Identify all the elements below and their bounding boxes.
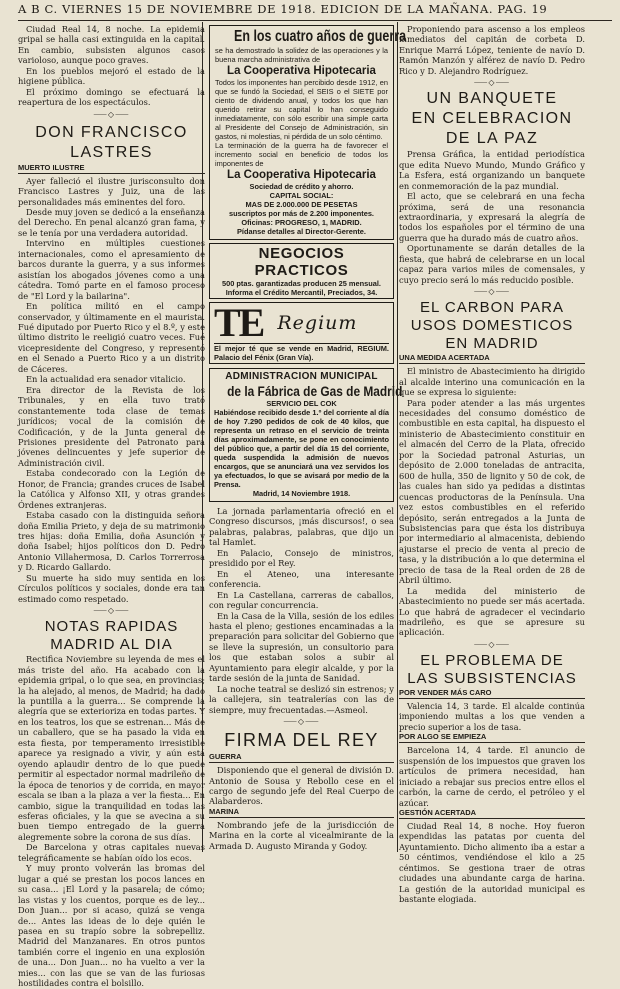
headline-subsistencias-line1: EL PROBLEMA DE (420, 651, 564, 669)
headline-subsistencias-line2: LAS SUBSISTENCIAS (407, 669, 577, 687)
article-paragraph: En la actualidad era senador vitalicio. (26, 374, 186, 385)
article-paragraph: Proponiendo para ascenso a los empleos inmediatos del capitán de corbeta D. Enrique Marrá López, teniente de navío D. Ramón Manzón y alférez de navío D. Pedro Rico y D. Alejandro Rodríguez. (399, 24, 585, 76)
article-paragraph: Oportunamente se darán detalles de la fiesta, que habrá de celebrarse en un local capaz para varios miles de comensales, y cuyo precio será lo más reducido posible. (399, 243, 585, 285)
ad-text: Todos los imponentes han percibido desde 1912, en que se fundó la Sociedad, el SEIS o el SIETE por ciento de dividendo anual, y todos los que han querido retirar su capital lo han conseguido inmediatamente, con sólo escribir una simple carta al Presidente del Consejo de Administración, sin gastos, ni molestias, ni pérdida de un solo céntimo. (215, 78, 388, 141)
article-paragraph: Intervino en múltiples cuestiones internacionales, como el apresamiento de barcos durante la guerra, y a sus informes asistían los abogados jóvenes como a una cátedra. Tomó parte en el famoso proceso de "El Lord y la bailarina". (18, 238, 205, 301)
ad-capital-label: CAPITAL SOCIAL: (269, 191, 334, 200)
ornament-divider: ⸺◇⸺ (283, 717, 320, 727)
section-kicker: GUERRA (209, 752, 394, 763)
article-paragraph: En los pueblos mejoró el estado de la higiene pública. (18, 65, 205, 87)
ornament-divider: ⸺◇⸺ (93, 109, 130, 119)
ad-headline: NEGOCIOS PRACTICOS (254, 245, 349, 279)
column-3 (399, 24, 585, 905)
ad-te-script: Regium (277, 311, 358, 334)
headline-banquete-line3: DE LA PAZ (445, 130, 539, 148)
article-paragraph: En política militó en el campo conservador, y últimamente en el maurista. Fué diputado por Puerto Rico y el 8.º, y este último distrito le reeligió cuatro veces. Fué vicepresidente del Congreso, y representó en el Senado a Puerto Rico y a un distrito de Cáceres. (18, 301, 205, 374)
ad-negocios-practicos (209, 243, 394, 299)
section-kicker: UNA MEDIDA ACERTADA (399, 353, 585, 364)
article-paragraph: Barcelona 14, 4 tarde. El anuncio de suspensión de los impuestos que graven los artículos de primera necesidad, han iniciado a rebajar sus precios entre ellos el carbón, la carne de cerdo, el petróleo y el azúcar. (399, 745, 585, 808)
ad-brand: La Cooperativa Hipotecaria (227, 169, 376, 181)
ad-text: 500 ptas. garantizadas producen 25 mensual. Informa el Crédito Mercantil, Preciados, 34. (222, 279, 381, 297)
article-paragraph: De Barcelona y otras capitales nuevas telegráficamente se habían oído los ecos. (18, 842, 205, 863)
headline-notas-line1: NOTAS RAPIDAS (44, 618, 179, 636)
article-paragraph: Desde muy joven se dedicó a la enseñanza del Derecho. En penal alcanzó gran fama, y se le tenía por una verdadera autoridad. (18, 206, 205, 238)
ad-gas-sub: SERVICIO DEL COK (266, 399, 337, 408)
ad-text: La terminación de la guerra ha de favorecer el incremento social en beneficio de todos los imponentes de (215, 141, 388, 168)
ornament-divider: ⸺◇⸺ (473, 639, 511, 649)
article-paragraph: Valencia 14, 3 tarde. El alcalde continúa imponiendo multas a los que venden a precio superior a los de tasa. (399, 700, 585, 732)
headline-banquete-line2: EN CELEBRACION (411, 110, 573, 128)
ad-te-logo (214, 300, 389, 345)
column-2 (205, 24, 407, 852)
headline-notas-line2: MADRID AL DIA (50, 636, 173, 654)
headline-carbon-line1: EL CARBON PARA (419, 299, 565, 317)
article-paragraph: En La Castellana, carreras de caballos, con regular concurrencia. (209, 589, 394, 611)
article-paragraph: Y muy pronto volverán las bromas del lugar a qué se prestan los pocos lances en su casa... ¡El Lord y la pasarela; de cómo; las vistas y los cuentos, porque es de ley... Don Juan... por si acaso, quizá se venga de... Antes las ideas de lo deje quién le pasea en su trapío sobre la sobrepelliz. Madrid del Manzanares. En otros puntos también corre el ingenio en una explosión de una... Don Juan... no ha vuelto a ver la mies... con las que se van de las furiosas hostilidades contra el bolsillo. (18, 863, 205, 989)
ad-cooperativa-hipotecaria (209, 25, 407, 240)
article-paragraph: El ministro de Abastecimiento ha dirigido al alcalde interino una comunicación en la que se expresa lo siguiente: (399, 366, 585, 398)
headline-banquete-line1: UN BANQUETE (426, 90, 558, 108)
ad-brand: La Cooperativa Hipotecaria (227, 65, 376, 77)
section-kicker: GESTIÓN ACERTADA (399, 808, 585, 819)
section-kicker: MARINA (209, 807, 394, 818)
headline-carbon-line3: EN MADRID (445, 335, 539, 353)
ad-te-letters: TE (214, 300, 264, 345)
article-paragraph: Prensa Gráfica, la entidad periodística que edita Nuevo Mundo, Mundo Gráfico y La Esfera, está organizando un banquete en conmemoración de la paz mundial. (399, 149, 585, 191)
article-paragraph: Ciudad Real 14, 8 noche. Hoy fueron expendidas las patatas por cuenta del Ayuntamiento. Dicho alimento iba a estar a 50 céntimos, vendiéndose el kilo a 25 céntimos. Se gestiona traer de otras ciudades una abundante carga de harina. La gestión de la autoridad municipal es bastante elogiada. (399, 821, 585, 905)
article-paragraph: Nombrando jefe de la jurisdicción de Marina en la corte al vicealmirante de la Armada D. Augusto Miranda y Godoy. (209, 819, 394, 851)
page-header: A B C. VIERNES 15 DE NOVIEMBRE DE 1918. EDICION DE LA MAÑANA. PAG. 19 (18, 2, 612, 21)
ad-gas-date: Madrid, 14 Noviembre 1918. (252, 489, 351, 498)
article-paragraph: En Palacio, Consejo de ministros, presidido por el Rey. (209, 547, 394, 569)
headline-lastres-line2: LASTRES (70, 143, 153, 161)
article-paragraph: Rectifica Noviembre su leyenda de mes el más triste del año. Ha acabado con la epidemia gripal, o lo que sea, en provincias; la ha alejado, al menos, de Madrid; ha dado la puntilla a la guerra... Se comprende la alegría que se exterioriza en todas partes. Y en los teatros, los que se estrenan... Más de un caballero, que se ha pasado la vida en esta fiesta, por temperamento irresistible aparece ya resignado a vivir, y aún está oyendo aplaudir dentro de lo que puede permitir al espectador normal madrileño de la época de tenorios y de corrida, en mayor escala se iban a la plaza a ver la fiesta... En cambio, sigue la tranquilidad en todas las esferas oficiales, y la que se avecina a su buen tiempo entregado de la guerra alegremente sobre la corona de sus días. (18, 654, 205, 842)
article-paragraph: Ayer falleció el ilustre jurisconsulto don Francisco Lastres y Juiz, una de las personalidades más eminentes del foro. (18, 175, 205, 207)
article-paragraph: Era director de la Revista de los Tribunales, y en ella tuvo trató constantemente toda clase de temas jurídicos; vocal de la comisión de Codificación, y de la Junta general de Prisiones presidente del Patronato para jóvenes delincuentes y jefe superior de Administración civil. (18, 384, 205, 468)
article-paragraph: En la Casa de la Villa, sesión de los ediles hasta el pleno; gestiones encaminadas a la preparación para solicitar del Gobierno que se lleve la supresión, un consultorio para los que estaban solos a subir al Ayuntamiento para elegir alcalde, y por la tarde sesión de la junta de Sanidad. (209, 610, 394, 684)
article-paragraph: La medida del ministerio de Abastecimiento no puede ser más acertada. Lo que habrá de agradecer el vecindario madrileño, es que se apresure su aplicación. (399, 585, 585, 638)
ad-contact: Pídanse detalles al Director-Gerente. (237, 227, 366, 236)
ad-headline: En los cuatro años de guerra (234, 28, 407, 45)
ad-text: El mejor té que se vende en Madrid, REGIUM. Palacio del Fénix (Gran Vía). (214, 344, 389, 362)
ad-capital: MAS DE 2.000.000 DE PESETAS (245, 200, 358, 209)
article-paragraph: La jornada parlamentaria ofreció en el Congreso discursos, ¡más discursos!, o sea palabras, palabras, palabras, que dijo un tal Hamlet. (209, 506, 394, 548)
ad-gas-body: Habiéndose recibido desde 1.º del corriente al día de hoy 7.290 pedidos de cok de 40 kilos, que representa un retraso en el servicio de treinta días aproximadamente, se pone en conocimiento del público que, a partir del día 15 del corriente, queda suspendida la admisión de nuevos encargos, que se anunciará una vez servidos los ya efectuados, lo que se avisará por medio de la Prensa. (214, 408, 389, 489)
ad-te-regium (209, 302, 394, 364)
article-paragraph: El acto, que se celebrará en una fecha próxima, será de una resonancia extraordinaria, y expresará la alegría de todos los españoles por el término de una guerra que ha durado más de cuatro años. (399, 191, 585, 243)
ornament-divider: ⸺◇⸺ (473, 78, 511, 88)
article-paragraph: Para poder atender a las más urgentes necesidades del consumo doméstico de combustible en esta capital, ha dispuesto el ministerio de Abastecimiento constituir en el almacén del Cerro de la Plata, ofrecido por la Sociedad patronal Asturias, un depósito de 2.000 toneladas de antracita, 600 de hulla, 350 de lignito y 50 de cok, de las cuales han sido ya pedidas a distintas cuencas productoras de la Península. Una vez estos combustibles en el referido depósito, serán entregados a la Junta de Subsistencias para que ésta los distribuya por intermediario al almacenista, debiendo ajustarse el precio de venta al precio de tasa, y la distribución a lo que determina el precio de tasa de la Real orden de 28 de Abril último. (399, 397, 585, 586)
ad-gas-title2: de la Fábrica de Gas de Madrid (227, 383, 403, 399)
article-paragraph: La noche teatral se deslizó sin estrenos; y la callejera, sin teatralerías con las de siempre, muy frecuentadas.—Asmeol. (209, 683, 394, 715)
ad-subscribers: suscriptos por más de 2.200 imponentes. (229, 209, 374, 218)
ornament-divider: ⸺◇⸺ (473, 287, 511, 297)
article-paragraph: Disponiendo que el general de división D. Antonio de Sousa y Rebollo cese en el cargo de segundo jefe del Real Cuerpo de Alabarderos. (209, 765, 394, 807)
ad-gas-title1: ADMINISTRACION MUNICIPAL (225, 371, 378, 382)
headline-firma-del-rey: FIRMA DEL REY (224, 730, 379, 751)
section-kicker: POR VENDER MÁS CARO (399, 688, 585, 699)
ad-fabrica-gas (209, 368, 403, 502)
section-kicker: MUERTO ILUSTRE (18, 163, 205, 174)
ornament-divider: ⸺◇⸺ (93, 606, 130, 616)
article-paragraph: Ciudad Real 14, 8 noche. La epidemia gripal se halla casi extinguida en la capital. En cambio, subsisten algunos casos varioloso, aunque poco graves. (18, 24, 205, 66)
section-kicker: POR ALGO SE EMPIEZA (399, 732, 585, 743)
ad-offices: Oficinas: PROGRESO, 1, MADRID. (241, 218, 362, 227)
article-paragraph: Estaba condecorado con la Legión de Honor, de Francia; grandes cruces de Isabel la Católica y Alfonso XII, y otras grandes Órdenes extranjeras. (18, 468, 205, 510)
article-paragraph: El próximo domingo se efectuará la reapertura de los espectáculos. (18, 86, 205, 108)
headline-lastres-line1: DON FRANCISCO (35, 123, 188, 141)
article-paragraph: Su muerte ha sido muy sentida en los Círculos políticos y sociales, donde era tan estimado como respetado. (18, 572, 205, 604)
ad-tagline: Sociedad de crédito y ahorro. (249, 182, 354, 191)
ad-text: se ha demostrado la solidez de las operaciones y la buena marcha administrativa de (215, 46, 388, 64)
headline-carbon-line2: USOS DOMESTICOS (410, 317, 574, 335)
column-1 (18, 24, 205, 989)
article-paragraph: En el Ateneo, una interesante conferencia. (209, 568, 394, 590)
article-paragraph: Estaba casado con la distinguida señora doña Emilia Prieto, y deja de su matrimonio tres hijas: doña Emilia, doña Asunción y doña Isabel; hijos políticos don D. Pedro Antonio Villahermosa, D. Carlos Torrerrosa y D. Ricardo Gallardo. (18, 510, 205, 573)
